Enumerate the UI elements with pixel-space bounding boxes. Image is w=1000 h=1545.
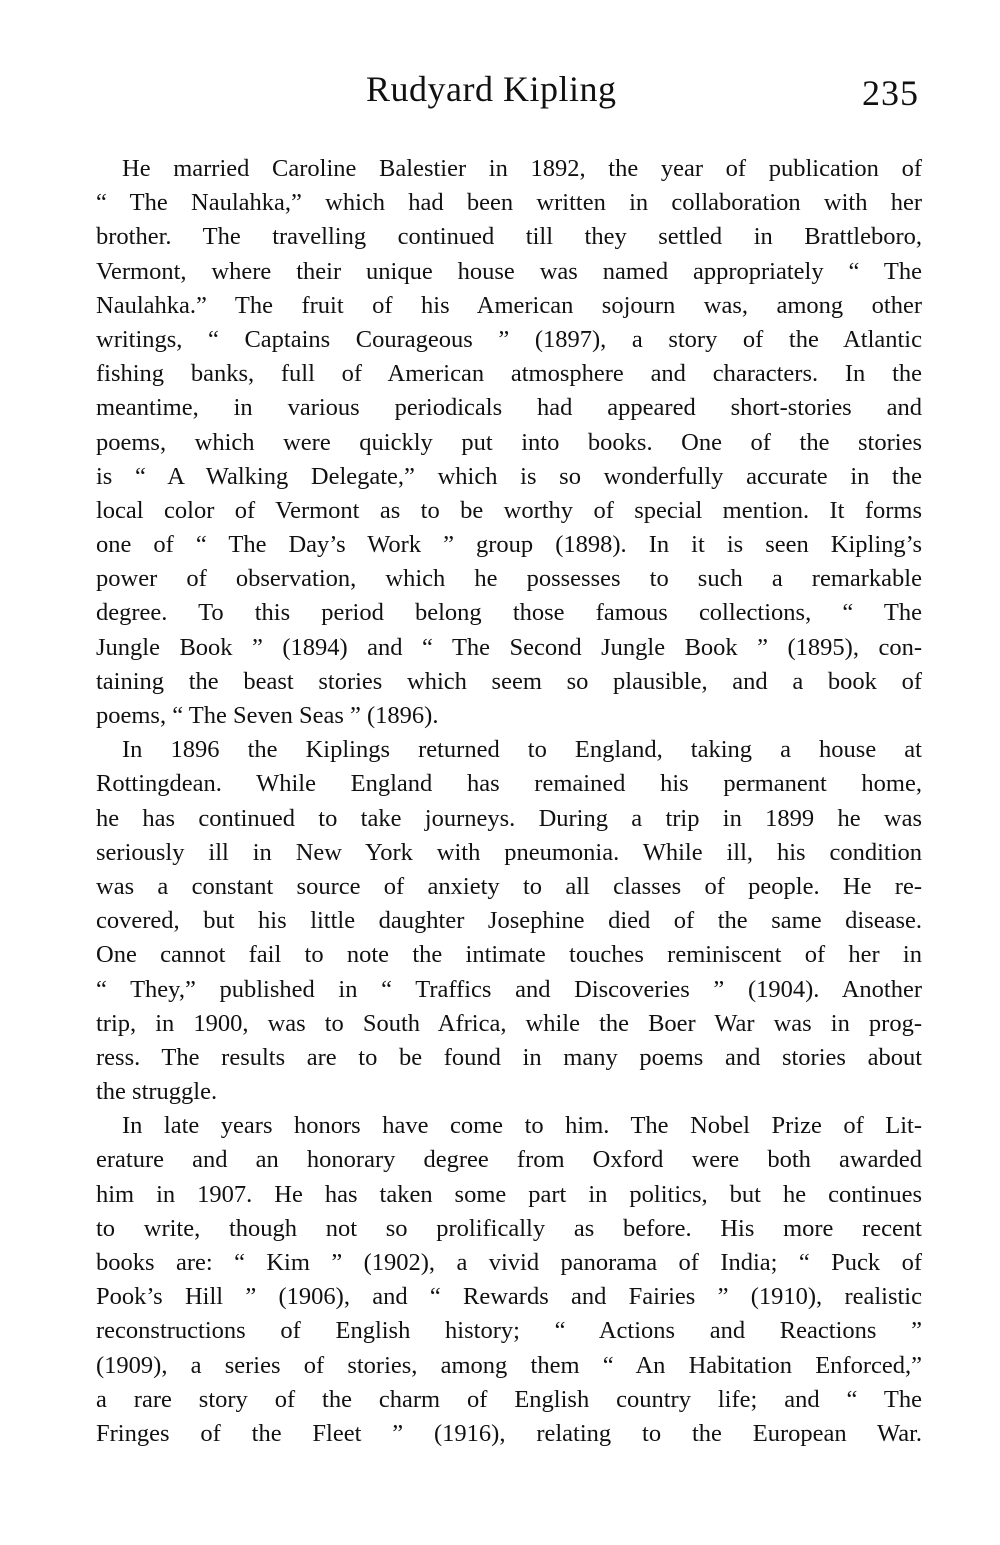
text-line: books are: “ Kim ” (1902), a vivid panorama of India; “ Puck of — [96, 1249, 922, 1276]
text-line: Naulahka.” The fruit of his American sojourn was, among other — [96, 291, 922, 319]
text-line: power of observation, which he possesses to such a remarkable — [96, 565, 922, 593]
text-line: covered, but his little daughter Josephine died of the same disease. — [96, 907, 922, 935]
text-line: the struggle. — [96, 1078, 218, 1106]
text-line: “ They,” published in “ Traffics and Discoveries ” (1904). Another — [96, 975, 922, 1003]
running-title: Rudyard Kipling — [366, 69, 617, 109]
text-line: poems, “ The Seven Seas ” (1896). — [96, 702, 439, 729]
text-line: In 1896 the Kiplings returned to England, taking a house at — [122, 736, 922, 764]
text-line: fishing banks, full of American atmosphere and characters. In the — [96, 360, 922, 388]
text-line: to write, though not so prolifically as before. His more recent — [96, 1214, 922, 1242]
text-line: Rottingdean. While England has remained his permanent home, — [96, 770, 922, 798]
text-line: Fringes of the Fleet ” (1916), relating to the European War. — [96, 1419, 922, 1447]
text-line: meantime, in various periodicals had appeared short-stories and — [96, 394, 922, 422]
page-number: 235 — [862, 73, 919, 113]
text-line: Vermont, where their unique house was named appropriately “ The — [96, 257, 922, 285]
text-line: was a constant source of anxiety to all classes of people. He re- — [96, 872, 922, 900]
body-text — [96, 152, 922, 1451]
text-line: he has continued to take journeys. During a trip in 1899 he was — [96, 804, 922, 832]
text-line: (1909), a series of stories, among them “ An Habitation Enforced,” — [96, 1351, 922, 1379]
text-line: “ The Naulahka,” which had been written in collaboration with her — [96, 189, 922, 217]
paragraph-1 — [96, 152, 922, 733]
paragraph-2 — [96, 733, 922, 1109]
text-line: is “ A Walking Delegate,” which is so wonderfully accurate in the — [96, 462, 922, 490]
text-line: poems, which were quickly put into books. One of the stories — [96, 428, 922, 456]
text-line: degree. To this period belong those famous collections, “ The — [96, 599, 922, 627]
text-line: In late years honors have come to him. The Nobel Prize of Lit- — [122, 1112, 922, 1140]
text-line: taining the beast stories which seem so plausible, and a book of — [96, 667, 922, 695]
text-line: reconstructions of English history; “ Actions and Reactions ” — [96, 1317, 922, 1345]
text-line: brother. The travelling continued till they settled in Brattleboro, — [96, 223, 922, 251]
text-line: trip, in 1900, was to South Africa, while the Boer War was in prog- — [96, 1009, 922, 1037]
text-line: local color of Vermont as to be worthy of special mention. It forms — [96, 496, 922, 524]
paragraph-3 — [96, 1109, 922, 1451]
text-line: ress. The results are to be found in many poems and stories about — [96, 1043, 922, 1071]
text-line: One cannot fail to note the intimate touches reminiscent of her in — [96, 941, 922, 969]
text-line: him in 1907. He has taken some part in politics, but he continues — [96, 1180, 922, 1208]
text-line: Jungle Book ” (1894) and “ The Second Jungle Book ” (1895), con- — [96, 633, 922, 661]
text-line: one of “ The Day’s Work ” group (1898). In it is seen Kipling’s — [96, 531, 922, 559]
text-line: He married Caroline Balestier in 1892, the year of publication of — [122, 155, 922, 182]
page-header — [0, 68, 1000, 118]
text-line: Pook’s Hill ” (1906), and “ Rewards and Fairies ” (1910), realistic — [96, 1283, 922, 1311]
text-line: writings, “ Captains Courageous ” (1897), a story of the Atlantic — [96, 325, 922, 353]
text-line: seriously ill in New York with pneumonia. While ill, his condition — [96, 838, 922, 866]
text-line: erature and an honorary degree from Oxford were both awarded — [96, 1146, 922, 1174]
text-line: a rare story of the charm of English country life; and “ The — [96, 1385, 922, 1413]
